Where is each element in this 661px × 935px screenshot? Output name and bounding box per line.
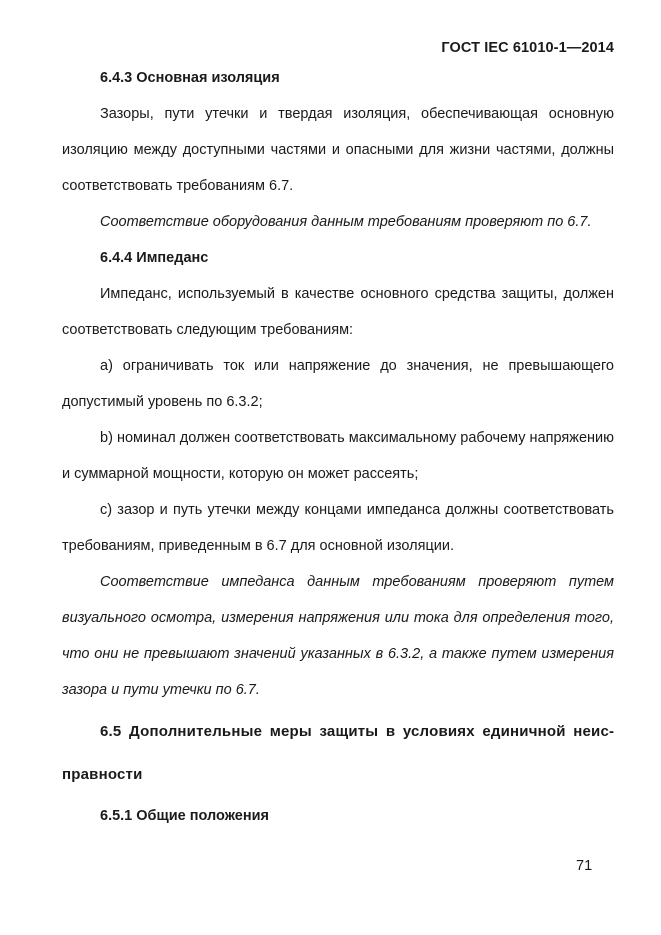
document-body	[62, 60, 614, 834]
compliance-note-6-4-3: Соответствие оборудования данным требованиям проверяют по 6.7.	[100, 214, 592, 230]
section-heading-6-4-3: 6.4.3 Основная изоляция	[100, 70, 280, 86]
compliance-note-6-4-4: Соответствие импеданса данным требованиям проверяют путем визуального осмотра, измерения напряжения или тока для определения того, что они не превышают значений указанных в 6.3.2, а также путем измерения зазора и пути утечки по 6.7.	[62, 574, 614, 698]
page-number: 71	[576, 858, 593, 874]
document-code: ГОСТ IEC 61010-1—2014	[441, 40, 614, 56]
section-heading-6-5: 6.5 Дополнительные меры защиты в условиях единичной неисправности	[62, 723, 614, 783]
paragraph-basic-insulation: Зазоры, пути утечки и твердая изоляция, обеспечивающая основную изоляцию между доступными частями и опасными для жизни частями, должны соответствовать требованиям 6.7.	[62, 106, 614, 194]
section-heading-6-5-1: 6.5.1 Общие положения	[100, 808, 269, 824]
list-item-a: a) ограничивать ток или напряжение до значения, не превышающего допустимый уровень по 6.3.2;	[62, 358, 614, 410]
paragraph-impedance: Импеданс, используемый в качестве основного средства защиты, должен соответствовать следующим требованиям:	[62, 286, 614, 338]
list-item-b: b) номинал должен соответствовать максимальному рабочему напряжению и суммарной мощности, которую он может рассеять;	[62, 430, 614, 482]
list-item-c: c) зазор и путь утечки между концами импеданса должны соответствовать требованиям, приведенным в 6.7 для основной изоляции.	[62, 502, 614, 554]
section-heading-6-4-4: 6.4.4 Импеданс	[100, 250, 209, 266]
